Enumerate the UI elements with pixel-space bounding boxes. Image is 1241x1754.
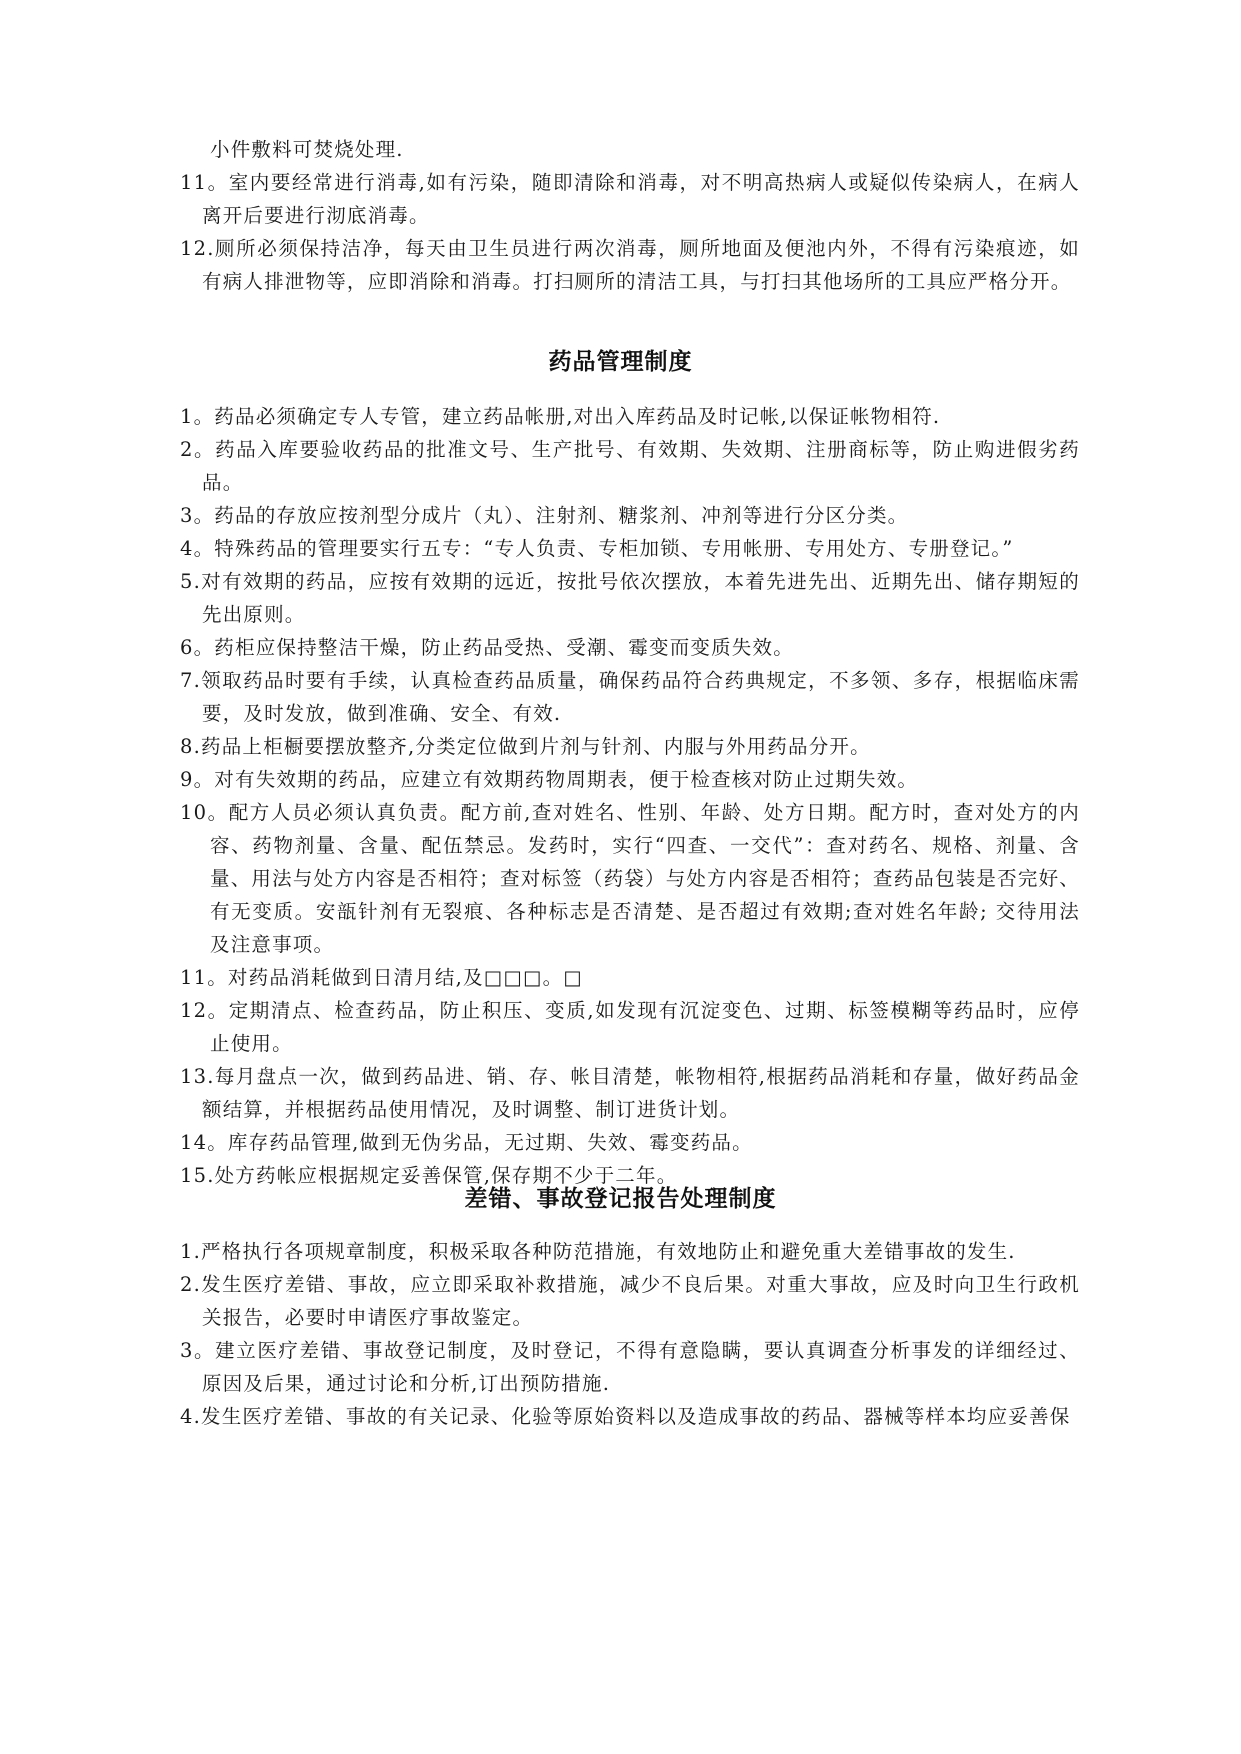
drug-section — [180, 400, 1080, 1192]
list-item: 1。药品必须确定专人专管，建立药品帐册,对出入库药品及时记帐,以保证帐物相符. — [180, 405, 941, 428]
continuation-line: 小件敷料可焚烧处理. — [210, 138, 404, 161]
list-item: 2.发生医疗差错、事故，应立即采取补救措施，减少不良后果。对重大事故，应及时向卫生行政机关报告，必要时申请医疗事故鉴定。 — [180, 1273, 1080, 1329]
list-item: 13.每月盘点一次，做到药品进、销、存、帐目清楚，帐物相符,根据药品消耗和存量，做好药品金额结算，并根据药品使用情况，及时调整、制订进货计划。 — [180, 1065, 1080, 1121]
accident-section — [180, 1235, 1080, 1433]
list-item: 8.药品上柜橱要摆放整齐,分类定位做到片剂与针剂、内服与外用药品分开。 — [180, 735, 871, 758]
list-item: 4。特殊药品的管理要实行五专：“专人负责、专柜加锁、专用帐册、专用处方、专册登记。” — [180, 537, 1014, 560]
list-item: 9。对有失效期的药品，应建立有效期药物周期表，便于检查核对防止过期失效。 — [180, 768, 919, 791]
list-item: 1.严格执行各项规章制度，积极采取各种防范措施，有效地防止和避免重大差错事故的发生. — [180, 1240, 1016, 1263]
list-item: 10。配方人员必须认真负责。配方前,查对姓名、性别、年龄、处方日期。配方时，查对处方的内容、药物剂量、含量、配伍禁忌。发药时，实行“四查、一交代”：查对药名、规格、剂量、含量、用法与处方内容是否相符；查对标签（药袋）与处方内容是否相符；查药品包装是否完好、有无变质。安瓿针剂有无裂痕、各种标志是否清楚、是否超过有效期;查对姓名年龄; 交待用法及注意事项。 — [180, 801, 1080, 956]
list-item: 7.领取药品时要有手续，认真检查药品质量，确保药品符合药典规定，不多领、多存，根据临床需要，及时发放，做到准确、安全、有效. — [180, 669, 1080, 725]
section-title-accident: 差错、事故登记报告处理制度 — [464, 1186, 777, 1212]
list-item: 15.处方药帐应根据规定妥善保管,保存期不少于二年。 — [180, 1164, 678, 1187]
list-item: 5.对有效期的药品，应按有效期的远近，按批号依次摆放，本着先进先出、近期先出、储存期短的先出原则。 — [180, 570, 1080, 626]
list-item: 3。建立医疗差错、事故登记制度，及时登记，不得有意隐瞒，要认真调查分析事发的详细经过、原因及后果，通过讨论和分析,订出预防措施. — [180, 1339, 1080, 1395]
list-item: 12。定期清点、检查药品，防止积压、变质,如发现有沉淀变色、过期、标签模糊等药品时，应停止使用。 — [180, 999, 1080, 1055]
list-item: 3。药品的存放应按剂型分成片（丸）、注射剂、糖浆剂、冲剂等进行分区分类。 — [180, 504, 909, 527]
list-item: 14。库存药品管理,做到无伪劣品，无过期、失效、霉变药品。 — [180, 1131, 753, 1154]
list-item: 11。室内要经常进行消毒,如有污染，随即清除和消毒，对不明高热病人或疑似传染病人，在病人离开后要进行沏底消毒。 — [180, 171, 1080, 227]
list-item: 4.发生医疗差错、事故的有关记录、化验等原始资料以及造成事故的药品、器械等样本均应妥善保 — [180, 1405, 1071, 1428]
list-item: 11。对药品消耗做到日清月结,及□□□。□ — [180, 966, 583, 989]
list-item: 12.厕所必须保持洁净，每天由卫生员进行两次消毒，厕所地面及便池内外，不得有污染痕迹，如有病人排泄物等，应即消除和消毒。打扫厕所的清洁工具，与打扫其他场所的工具应严格分开。 — [180, 237, 1080, 293]
section-title-drug: 药品管理制度 — [548, 349, 693, 375]
list-item: 2。药品入库要验收药品的批准文号、生产批号、有效期、失效期、注册商标等，防止购进假劣药品。 — [180, 438, 1080, 494]
list-item: 6。药柜应保持整洁干燥，防止药品受热、受潮、霉变而变质失效。 — [180, 636, 794, 659]
top-section — [180, 133, 1080, 298]
